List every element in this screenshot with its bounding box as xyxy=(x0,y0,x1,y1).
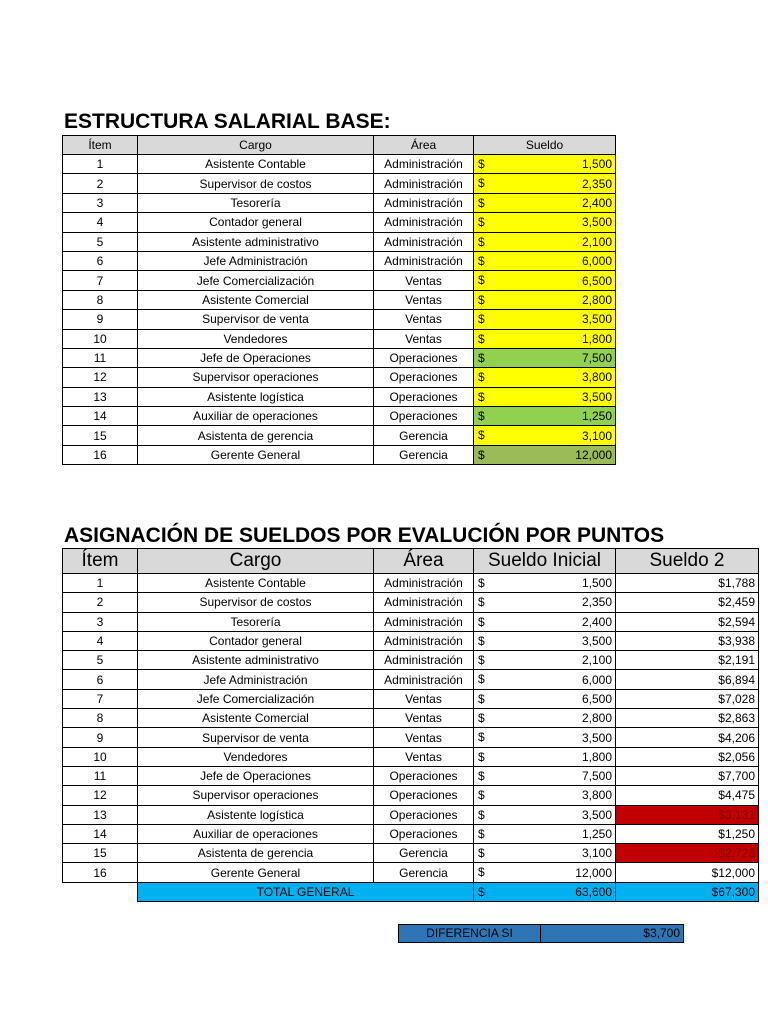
sueldo2-cell: $4,475 xyxy=(616,786,759,805)
sueldo-value: 3,500 xyxy=(581,312,612,327)
sueldo2-cell: $2,459 xyxy=(616,593,759,612)
item-cell: 13 xyxy=(63,387,138,406)
table2-row xyxy=(63,631,759,650)
sueldo-value: 7,500 xyxy=(581,351,612,366)
cargo-cell: Jefe de Operaciones xyxy=(138,766,374,785)
sueldo-value: 3,500 xyxy=(581,389,612,404)
sueldo-inicial-value: 1,500 xyxy=(581,576,612,591)
sueldo-inicial-cell xyxy=(474,824,616,843)
item-cell: 1 xyxy=(63,574,138,593)
cargo-cell: Contador general xyxy=(138,213,374,232)
table1-header-sueldo: Sueldo xyxy=(474,136,616,155)
table1-header-row xyxy=(63,136,616,155)
currency-sign: $ xyxy=(478,370,485,385)
difference-value: $3,700 xyxy=(541,925,684,943)
currency-sign: $ xyxy=(478,331,485,346)
currency-sign: $ xyxy=(478,826,485,841)
currency-sign: $ xyxy=(478,614,485,629)
table2-row xyxy=(63,863,759,882)
cargo-cell: Jefe Administración xyxy=(138,251,374,270)
cargo-cell: Supervisor de costos xyxy=(138,174,374,193)
sueldo-inicial-value: 1,250 xyxy=(581,827,612,841)
table2-header-sueldo-inicial: Sueldo Inicial xyxy=(474,549,616,574)
sueldo-inicial-value: 6,000 xyxy=(581,672,612,687)
sueldo-inicial-cell xyxy=(474,766,616,785)
total-sueldo2: $67,300 xyxy=(616,882,759,901)
sueldo-inicial-cell xyxy=(474,574,616,593)
sueldo-value: 3,500 xyxy=(581,215,612,230)
table2-row xyxy=(63,728,759,747)
sueldo-inicial-cell xyxy=(474,805,616,824)
table2-row xyxy=(63,651,759,670)
sueldo-inicial-value: 2,350 xyxy=(581,595,612,610)
currency-sign: $ xyxy=(478,691,485,706)
sueldo-inicial-value: 1,800 xyxy=(581,749,612,764)
area-cell: Ventas xyxy=(374,728,474,747)
cargo-cell: Asistente Comercial xyxy=(138,709,374,728)
cargo-cell: Tesorería xyxy=(138,612,374,631)
table2-row xyxy=(63,805,759,824)
sueldo-value: 3,100 xyxy=(581,428,612,443)
item-cell: 6 xyxy=(63,670,138,689)
area-cell: Ventas xyxy=(374,747,474,766)
cargo-cell: Vendedores xyxy=(138,747,374,766)
currency-sign: $ xyxy=(478,312,485,327)
table2-row xyxy=(63,574,759,593)
sueldo-value: 2,400 xyxy=(581,195,612,210)
cargo-cell: Auxiliar de operaciones xyxy=(138,824,374,843)
cargo-cell: Supervisor operaciones xyxy=(138,368,374,387)
area-cell: Administración xyxy=(374,574,474,593)
cargo-cell: Gerente General xyxy=(138,863,374,882)
currency-sign: $ xyxy=(478,595,485,610)
sueldo2-cell: $3,938 xyxy=(616,631,759,650)
cargo-cell: Supervisor de costos xyxy=(138,593,374,612)
item-cell: 8 xyxy=(63,709,138,728)
item-cell: 9 xyxy=(63,728,138,747)
sueldo2-cell: $1,250 xyxy=(616,824,759,843)
sueldo-value: 1,250 xyxy=(581,409,612,424)
sueldo-value: 2,100 xyxy=(581,234,612,249)
sueldo-inicial-value: 3,800 xyxy=(581,788,612,803)
sueldo-cell xyxy=(474,387,616,406)
cargo-cell: Asistente administrativo xyxy=(138,651,374,670)
area-cell: Ventas xyxy=(374,310,474,329)
sueldo2-cell: $7,700 xyxy=(616,766,759,785)
area-cell: Administración xyxy=(374,631,474,650)
currency-sign: $ xyxy=(478,350,485,365)
area-cell: Operaciones xyxy=(374,387,474,406)
currency-sign: $ xyxy=(478,292,485,307)
cargo-cell: Supervisor operaciones xyxy=(138,786,374,805)
item-cell: 16 xyxy=(63,863,138,882)
sueldo2-cell: $6,894 xyxy=(616,670,759,689)
sueldo-inicial-value: 2,800 xyxy=(581,711,612,726)
table1-row xyxy=(63,329,616,348)
currency-sign: $ xyxy=(478,447,485,462)
item-cell: 15 xyxy=(63,844,138,863)
sueldo-cell xyxy=(474,348,616,367)
sueldo-inicial-value: 2,400 xyxy=(581,614,612,629)
cargo-cell: Asistenta de gerencia xyxy=(138,844,374,863)
area-cell: Operaciones xyxy=(374,805,474,824)
sueldo-value: 2,800 xyxy=(581,292,612,307)
item-cell: 7 xyxy=(63,689,138,708)
area-cell: Ventas xyxy=(374,271,474,290)
sueldo-cell xyxy=(474,174,616,193)
table2-title: ASIGNACIÓN DE SUELDOS POR EVALUCIÓN POR PUNTOS xyxy=(64,524,665,547)
item-cell: 12 xyxy=(63,786,138,805)
sueldo-inicial-cell xyxy=(474,709,616,728)
sueldo-cell xyxy=(474,329,616,348)
currency-sign: $ xyxy=(478,195,485,210)
sueldo-inicial-cell xyxy=(474,863,616,882)
table2-row xyxy=(63,844,759,863)
table1-row xyxy=(63,368,616,387)
sueldo2-cell: $7,028 xyxy=(616,689,759,708)
currency-sign: $ xyxy=(478,389,485,404)
difference-row xyxy=(399,925,684,943)
table2-row xyxy=(63,747,759,766)
table1-header-area: Área xyxy=(374,136,474,155)
cargo-cell: Asistente Contable xyxy=(138,574,374,593)
sueldo-inicial-value: 3,100 xyxy=(581,846,612,861)
sueldo-value: 12,000 xyxy=(575,448,612,463)
sueldo-inicial-cell xyxy=(474,689,616,708)
sueldo-cell xyxy=(474,155,616,174)
area-cell: Operaciones xyxy=(374,407,474,426)
currency-sign: $ xyxy=(478,653,485,668)
sueldo-inicial-cell xyxy=(474,786,616,805)
sueldo-inicial-cell xyxy=(474,728,616,747)
sueldo2-cell: $1,788 xyxy=(616,574,759,593)
item-cell: 8 xyxy=(63,290,138,309)
sueldo-cell xyxy=(474,368,616,387)
currency-sign: $ xyxy=(478,253,485,268)
currency-sign: $ xyxy=(478,768,485,783)
table1-header-item: Ítem xyxy=(63,136,138,155)
sueldo-inicial-cell xyxy=(474,844,616,863)
sueldo-inicial-cell xyxy=(474,747,616,766)
area-cell: Operaciones xyxy=(374,348,474,367)
item-cell: 14 xyxy=(63,407,138,426)
sueldo-cell xyxy=(474,290,616,309)
item-cell: 2 xyxy=(63,593,138,612)
table1-row xyxy=(63,155,616,174)
area-cell: Ventas xyxy=(374,290,474,309)
sueldo-value: 6,500 xyxy=(581,273,612,288)
total-inicial-value: 63,600 xyxy=(575,884,612,899)
area-cell: Administración xyxy=(374,593,474,612)
table1-header-cargo: Cargo xyxy=(138,136,374,155)
item-cell: 14 xyxy=(63,824,138,843)
area-cell: Operaciones xyxy=(374,766,474,785)
salary-assignment-table xyxy=(62,548,759,902)
currency-sign: $ xyxy=(478,633,485,648)
table2-row xyxy=(63,593,759,612)
area-cell: Ventas xyxy=(374,689,474,708)
sueldo-inicial-cell xyxy=(474,593,616,612)
cargo-cell: Asistente logística xyxy=(138,805,374,824)
sueldo2-cell: $12,000 xyxy=(616,863,759,882)
currency-sign: $ xyxy=(478,576,485,590)
currency-sign: $ xyxy=(478,215,485,230)
currency-sign: $ xyxy=(478,788,485,803)
item-cell: 4 xyxy=(63,213,138,232)
sueldo-value: 1,800 xyxy=(581,331,612,346)
item-cell: 10 xyxy=(63,329,138,348)
area-cell: Administración xyxy=(374,251,474,270)
total-spacer xyxy=(63,882,138,901)
area-cell: Administración xyxy=(374,174,474,193)
cargo-cell: Asistente Contable xyxy=(138,155,374,174)
sueldo-inicial-value: 6,500 xyxy=(581,691,612,706)
sueldo2-cell: $2,728 xyxy=(616,844,759,863)
cargo-cell: Supervisor de venta xyxy=(138,310,374,329)
item-cell: 12 xyxy=(63,368,138,387)
sueldo-cell xyxy=(474,213,616,232)
cargo-cell: Asistente Comercial xyxy=(138,290,374,309)
cargo-cell: Jefe Comercialización xyxy=(138,689,374,708)
difference-table xyxy=(398,924,684,943)
area-cell: Operaciones xyxy=(374,824,474,843)
cargo-cell: Jefe Administración xyxy=(138,670,374,689)
difference-label: DIFERENCIA SI xyxy=(399,925,541,943)
table1-row xyxy=(63,271,616,290)
cargo-cell: Gerente General xyxy=(138,445,374,464)
table1-row xyxy=(63,348,616,367)
total-label: TOTAL GENERAL xyxy=(138,882,474,901)
table1-row xyxy=(63,213,616,232)
table2-row xyxy=(63,786,759,805)
currency-sign: $ xyxy=(478,749,485,764)
currency-sign: $ xyxy=(478,865,485,880)
sueldo-cell xyxy=(474,193,616,212)
sueldo-value: 6,000 xyxy=(581,254,612,269)
table2-row xyxy=(63,709,759,728)
sueldo2-cell: $2,863 xyxy=(616,709,759,728)
area-cell: Administración xyxy=(374,670,474,689)
item-cell: 5 xyxy=(63,232,138,251)
area-cell: Administración xyxy=(374,651,474,670)
currency-sign: $ xyxy=(478,234,485,249)
currency-sign: $ xyxy=(478,711,485,726)
sueldo-cell xyxy=(474,232,616,251)
table2-header-sueldo2: Sueldo 2 xyxy=(616,549,759,574)
sueldo-inicial-value: 3,500 xyxy=(581,634,612,649)
item-cell: 6 xyxy=(63,251,138,270)
total-inicial xyxy=(474,882,616,901)
table2-header-item: Ítem xyxy=(63,549,138,574)
currency-sign: $ xyxy=(478,273,485,288)
item-cell: 11 xyxy=(63,766,138,785)
table1-row xyxy=(63,232,616,251)
sueldo-inicial-value: 2,100 xyxy=(581,653,612,668)
item-cell: 16 xyxy=(63,445,138,464)
sueldo-cell xyxy=(474,251,616,270)
sueldo-inicial-value: 3,500 xyxy=(581,730,612,745)
area-cell: Administración xyxy=(374,232,474,251)
cargo-cell: Supervisor de venta xyxy=(138,728,374,747)
area-cell: Gerencia xyxy=(374,426,474,445)
currency-sign: $ xyxy=(478,176,485,191)
total-row xyxy=(63,882,759,901)
currency-sign: $ xyxy=(478,409,485,424)
item-cell: 9 xyxy=(63,310,138,329)
table1-row xyxy=(63,251,616,270)
table2-header-row xyxy=(63,549,759,574)
item-cell: 13 xyxy=(63,805,138,824)
table2-row xyxy=(63,689,759,708)
item-cell: 11 xyxy=(63,348,138,367)
cargo-cell: Auxiliar de operaciones xyxy=(138,407,374,426)
area-cell: Ventas xyxy=(374,709,474,728)
currency-sign: $ xyxy=(478,672,485,687)
sueldo-inicial-cell xyxy=(474,631,616,650)
sueldo-inicial-cell xyxy=(474,670,616,689)
currency-sign: $ xyxy=(478,846,485,861)
table1-row xyxy=(63,174,616,193)
sueldo2-cell: $2,191 xyxy=(616,651,759,670)
area-cell: Operaciones xyxy=(374,786,474,805)
table2-row xyxy=(63,670,759,689)
area-cell: Administración xyxy=(374,612,474,631)
sueldo-inicial-cell xyxy=(474,612,616,631)
table2-row xyxy=(63,824,759,843)
area-cell: Administración xyxy=(374,155,474,174)
sueldo2-cell: $3,131 xyxy=(616,805,759,824)
sueldo-inicial-value: 7,500 xyxy=(581,769,612,784)
table1-row xyxy=(63,290,616,309)
sueldo-cell xyxy=(474,271,616,290)
area-cell: Operaciones xyxy=(374,368,474,387)
item-cell: 4 xyxy=(63,631,138,650)
currency-sign: $ xyxy=(478,428,485,443)
sueldo-cell xyxy=(474,445,616,464)
sueldo2-cell: $2,056 xyxy=(616,747,759,766)
table1-row xyxy=(63,426,616,445)
sueldo-inicial-value: 12,000 xyxy=(575,865,612,880)
currency-sign: $ xyxy=(478,730,485,745)
cargo-cell: Asistente administrativo xyxy=(138,232,374,251)
table2-row xyxy=(63,612,759,631)
sueldo-value: 3,800 xyxy=(581,370,612,385)
cargo-cell: Tesorería xyxy=(138,193,374,212)
area-cell: Gerencia xyxy=(374,844,474,863)
sueldo-inicial-value: 3,500 xyxy=(581,807,612,822)
cargo-cell: Contador general xyxy=(138,631,374,650)
item-cell: 3 xyxy=(63,612,138,631)
cargo-cell: Asistenta de gerencia xyxy=(138,426,374,445)
table2-header-cargo: Cargo xyxy=(138,549,374,574)
area-cell: Gerencia xyxy=(374,445,474,464)
area-cell: Administración xyxy=(374,213,474,232)
table1-title: ESTRUCTURA SALARIAL BASE: xyxy=(64,110,391,133)
area-cell: Ventas xyxy=(374,329,474,348)
cargo-cell: Jefe de Operaciones xyxy=(138,348,374,367)
table1-row xyxy=(63,387,616,406)
cargo-cell: Vendedores xyxy=(138,329,374,348)
item-cell: 2 xyxy=(63,174,138,193)
area-cell: Gerencia xyxy=(374,863,474,882)
item-cell: 15 xyxy=(63,426,138,445)
cargo-cell: Jefe Comercialización xyxy=(138,271,374,290)
item-cell: 5 xyxy=(63,651,138,670)
sueldo-cell xyxy=(474,426,616,445)
item-cell: 3 xyxy=(63,193,138,212)
table1-row xyxy=(63,407,616,426)
salary-structure-table xyxy=(62,135,616,465)
table2-header-area: Área xyxy=(374,549,474,574)
currency-sign: $ xyxy=(478,884,485,899)
sueldo-value: 1,500 xyxy=(581,157,612,172)
sueldo-cell xyxy=(474,407,616,426)
item-cell: 7 xyxy=(63,271,138,290)
item-cell: 10 xyxy=(63,747,138,766)
sueldo-value: 2,350 xyxy=(581,176,612,191)
currency-sign: $ xyxy=(478,807,485,822)
item-cell: 1 xyxy=(63,155,138,174)
table1-row xyxy=(63,193,616,212)
sueldo2-cell: $2,594 xyxy=(616,612,759,631)
area-cell: Administración xyxy=(374,193,474,212)
sueldo-cell xyxy=(474,310,616,329)
table1-row xyxy=(63,445,616,464)
sueldo-inicial-cell xyxy=(474,651,616,670)
sueldo2-cell: $4,206 xyxy=(616,728,759,747)
table2-row xyxy=(63,766,759,785)
currency-sign: $ xyxy=(478,157,485,171)
table1-row xyxy=(63,310,616,329)
cargo-cell: Asistente logística xyxy=(138,387,374,406)
